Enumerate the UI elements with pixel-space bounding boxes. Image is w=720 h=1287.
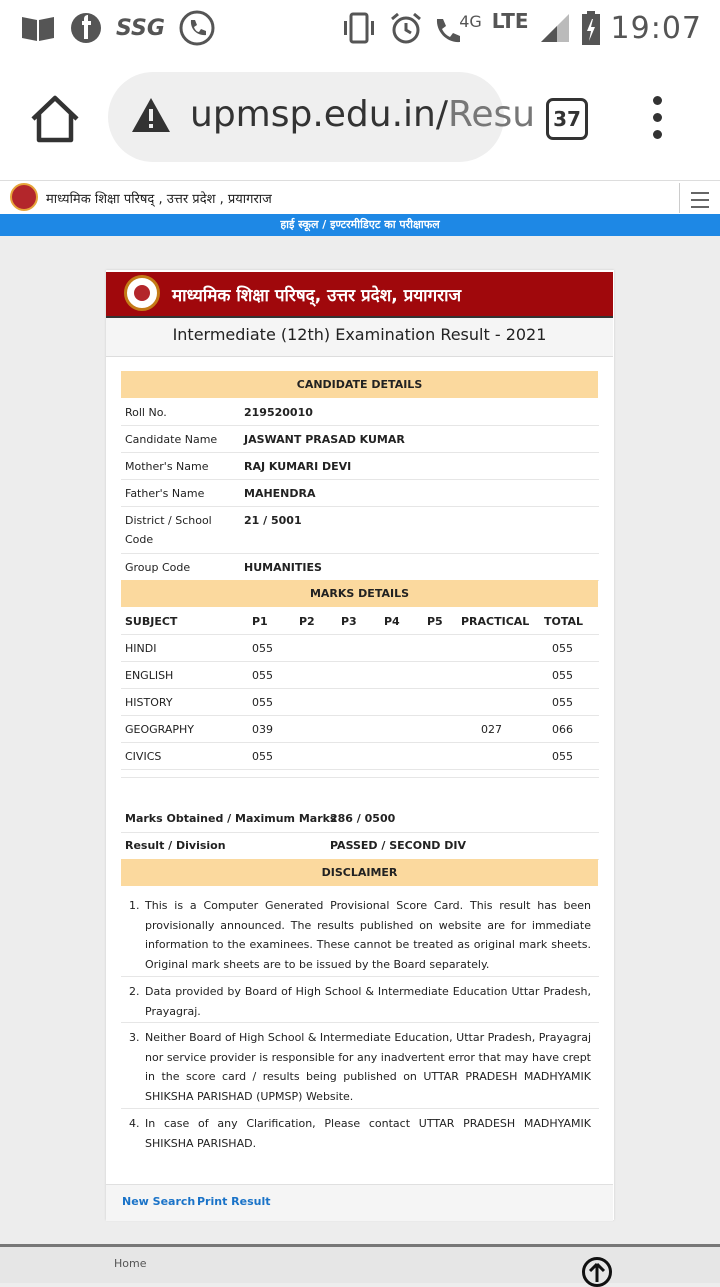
disclaimer-text: This is a Computer Generated Provisional Score Card. This result has been provisionally announced. The results published on website are for immediate information to the examinees. These cannot be treated as original mark sheets. Original mark sheets are to be issued by the Board separately. — [145, 899, 591, 971]
total-cell: 066 — [552, 723, 573, 736]
site-header — [0, 180, 720, 215]
col-p2: P2 — [299, 615, 315, 628]
p1-cell: 055 — [252, 696, 273, 709]
signal-icon — [539, 12, 571, 44]
group-code-row — [121, 553, 599, 581]
marks-row — [121, 743, 599, 770]
col-practical: PRACTICAL — [461, 615, 530, 628]
url-text[interactable] — [190, 94, 535, 135]
banner-title: माध्यमिक शिक्षा परिषद्, उत्तर प्रदेश, प्रयागराज — [172, 286, 462, 306]
status-left — [20, 8, 215, 48]
subject-cell: GEOGRAPHY — [125, 723, 195, 736]
disclaimer-number: 1. — [129, 899, 140, 912]
summary-value: PASSED / SECOND DIV — [330, 839, 467, 852]
total-cell: 055 — [552, 669, 573, 682]
row-value: MAHENDRA — [244, 487, 316, 500]
total-cell: 055 — [552, 696, 573, 709]
row-label: Mother's Name — [125, 460, 209, 473]
col-p3: P3 — [341, 615, 357, 628]
row-label: Roll No. — [125, 406, 167, 419]
browser-toolbar — [0, 56, 720, 180]
status-right — [339, 6, 702, 50]
subject-cell: HINDI — [125, 642, 157, 655]
col-p5: P5 — [427, 615, 443, 628]
facebook-icon — [70, 12, 102, 44]
marks-row — [121, 716, 599, 743]
row-label: Candidate Name — [125, 433, 218, 446]
page-footer — [0, 1244, 720, 1283]
marks-spacer-row — [121, 770, 599, 778]
row-value: HUMANITIES — [244, 561, 322, 574]
card-banner — [106, 272, 613, 318]
col-total: TOTAL — [544, 615, 584, 628]
marks-obtained-row — [121, 805, 599, 833]
subject-cell: HISTORY — [125, 696, 173, 709]
roll-no-row — [121, 398, 599, 426]
candidate-name-row — [121, 425, 599, 453]
p1-cell: 039 — [252, 723, 273, 736]
p1-cell: 055 — [252, 750, 273, 763]
row-value: JASWANT PRASAD KUMAR — [244, 433, 405, 446]
row-value: 21 / 5001 — [244, 514, 302, 527]
col-p4: P4 — [384, 615, 400, 628]
disclaimer-number: 3. — [129, 1031, 140, 1044]
clock: 19:07 — [610, 10, 702, 46]
row-value: RAJ KUMARI DEVI — [244, 460, 352, 473]
board-logo — [10, 183, 38, 211]
warning-icon[interactable] — [130, 96, 172, 134]
disclaimer-text: Data provided by Board of High School & Intermediate Education Uttar Pradesh, Prayagraj. — [145, 985, 591, 1018]
result-division-row — [121, 832, 599, 860]
ssg-indicator: SSG — [116, 15, 165, 41]
disclaimer-item — [121, 976, 599, 1023]
summary-label: Marks Obtained / Maximum Marks — [125, 812, 337, 825]
marks-row — [121, 635, 599, 662]
network-type: 4G — [459, 11, 482, 31]
col-p1: P1 — [252, 615, 268, 628]
father-name-row — [121, 479, 599, 507]
battery-charging-icon — [581, 10, 601, 46]
p1-cell: 055 — [252, 669, 273, 682]
row-label: Group Code — [125, 561, 191, 574]
print-result-link[interactable]: Print Result — [197, 1195, 271, 1208]
marks-header-row — [121, 608, 599, 635]
total-cell: 055 — [552, 750, 573, 763]
status-bar — [0, 0, 720, 56]
overflow-menu-icon[interactable] — [650, 96, 664, 147]
book-icon — [20, 13, 56, 43]
col-subject: SUBJECT — [125, 615, 178, 628]
p1-cell: 055 — [252, 642, 273, 655]
marks-row — [121, 689, 599, 716]
row-label: District / School — [125, 514, 212, 527]
total-cell: 055 — [552, 642, 573, 655]
disclaimer-number: 4. — [129, 1117, 140, 1130]
alarm-icon — [389, 11, 423, 45]
home-link[interactable]: Home — [114, 1257, 147, 1270]
hamburger-menu-icon[interactable] — [679, 183, 720, 213]
subject-cell: ENGLISH — [125, 669, 174, 682]
disclaimer-text: Neither Board of High School & Intermediate Education, Uttar Pradesh, Prayagraj nor service provider is responsible for any inadvertent error that may have crept in the score card / results being published on UTTAR PRADESH MADHYAMIK SHIKSHA PARISHAD (UPMSP) Website. — [145, 1031, 591, 1103]
district-school-row — [121, 506, 599, 554]
summary-value: 286 / 0500 — [330, 812, 396, 825]
mother-name-row — [121, 452, 599, 480]
disclaimer-item — [121, 890, 599, 977]
subject-cell: CIVICS — [125, 750, 162, 763]
scroll-to-top-icon[interactable] — [582, 1257, 612, 1287]
url-path: Resu — [448, 94, 536, 135]
card-footer — [106, 1184, 613, 1221]
url-domain: upmsp.edu.in/ — [190, 94, 448, 135]
row-label-line2: Code — [125, 533, 154, 546]
disclaimer-item — [121, 1022, 599, 1109]
lte-indicator: LTE — [491, 9, 529, 33]
result-card — [106, 270, 614, 1220]
marks-row — [121, 662, 599, 689]
disclaimer-heading: DISCLAIMER — [121, 859, 598, 886]
home-icon[interactable] — [28, 92, 82, 146]
result-nav-bar[interactable]: हाई स्कूल / इण्टरमीडिएट का परीक्षाफल — [0, 214, 720, 236]
vibrate-icon — [339, 12, 379, 44]
exam-title: Intermediate (12th) Examination Result - 2021 — [106, 318, 613, 357]
disclaimer-number: 2. — [129, 985, 140, 998]
disclaimer-item — [121, 1108, 599, 1154]
disclaimer-text: In case of any Clarification, Please contact UTTAR PRADESH MADHYAMIK SHIKSHA PARISHAD. — [145, 1117, 591, 1150]
site-title: माध्यमिक शिक्षा परिषद् , उत्तर प्रदेश , प्रयागराज — [46, 192, 272, 207]
candidate-details-heading: CANDIDATE DETAILS — [121, 371, 598, 398]
practical-cell: 027 — [481, 723, 502, 736]
board-seal-logo — [124, 275, 160, 311]
new-search-link[interactable]: New Search — [122, 1195, 196, 1208]
tab-switcher-button[interactable]: 37 — [546, 98, 588, 140]
marks-details-heading: MARKS DETAILS — [121, 580, 598, 607]
row-value: 219520010 — [244, 406, 313, 419]
row-label: Father's Name — [125, 487, 205, 500]
phone-circle-icon — [179, 10, 215, 46]
url-bar[interactable] — [108, 72, 536, 162]
summary-label: Result / Division — [125, 839, 226, 852]
